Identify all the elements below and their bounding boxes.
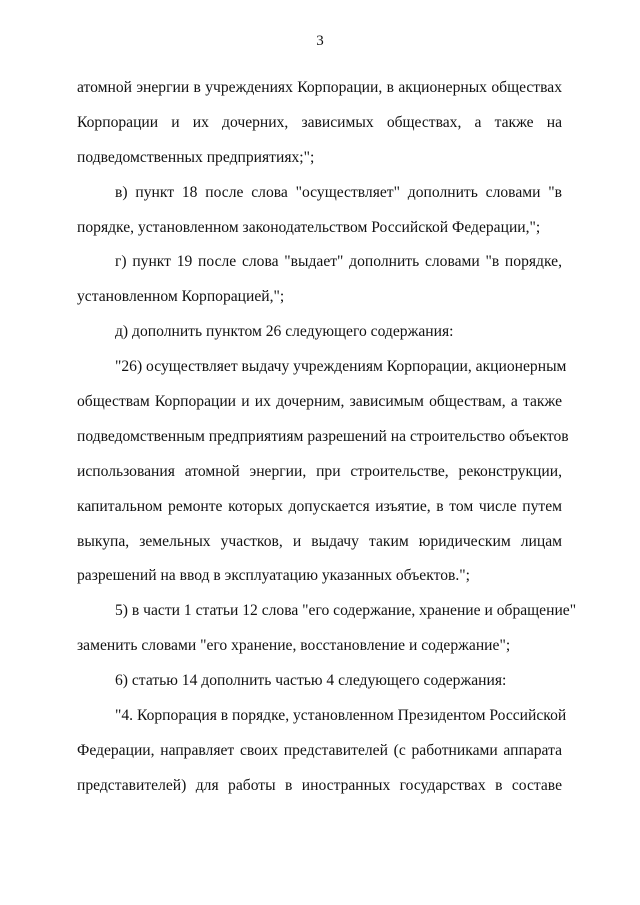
text-line: г) пункт 19 после слова "выдает" дополнить словами "в порядке,: [115, 253, 562, 271]
text-line: в) пункт 18 после слова "осуществляет" дополнить словами "в: [115, 183, 562, 201]
text-line: атомной энергии в учреждениях Корпорации, в акционерных обществах: [77, 79, 562, 96]
text-line: разрешений на ввод в эксплуатацию указанных объектов.";: [77, 567, 470, 585]
text-line: подведомственных предприятиях;";: [77, 148, 315, 166]
text-line: капитальном ремонте которых допускается изъятие, в том числе путем: [77, 497, 562, 515]
text-line: порядке, установленном законодательством Российской Федерации,";: [77, 218, 541, 236]
text-line: установленном Корпорацией,";: [77, 288, 285, 306]
text-line: "26) осуществляет выдачу учреждениям Корпорации, акционерным: [115, 358, 567, 376]
page-number: 3: [316, 33, 324, 49]
text-line: обществам Корпорации и их дочерним, зависимым обществам, а также: [77, 393, 562, 411]
text-line: выкупа, земельных участков, и выдачу таким юридическим лицам: [77, 532, 562, 550]
text-line: Федерации, направляет своих представителей (с работниками аппарата: [77, 741, 562, 759]
text-line: использования атомной энергии, при строительстве, реконструкции,: [77, 462, 562, 480]
text-line: 5) в части 1 статьи 12 слова "его содержание, хранение и обращение": [115, 602, 577, 620]
text-line: представителей) для работы в иностранных государствах в составе: [77, 776, 562, 794]
text-line: заменить словами "его хранение, восстановление и содержание";: [77, 637, 511, 655]
text-line: д) дополнить пунктом 26 следующего содержания:: [115, 323, 454, 341]
text-line: Корпорации и их дочерних, зависимых обществах, а также на: [77, 113, 562, 131]
text-line: подведомственным предприятиям разрешений на строительство объектов: [77, 427, 569, 445]
document-body: [77, 74, 577, 807]
text-line: 6) статью 14 дополнить частью 4 следующего содержания:: [115, 672, 507, 690]
text-line: "4. Корпорация в порядке, установленном Президентом Российской: [115, 707, 567, 725]
